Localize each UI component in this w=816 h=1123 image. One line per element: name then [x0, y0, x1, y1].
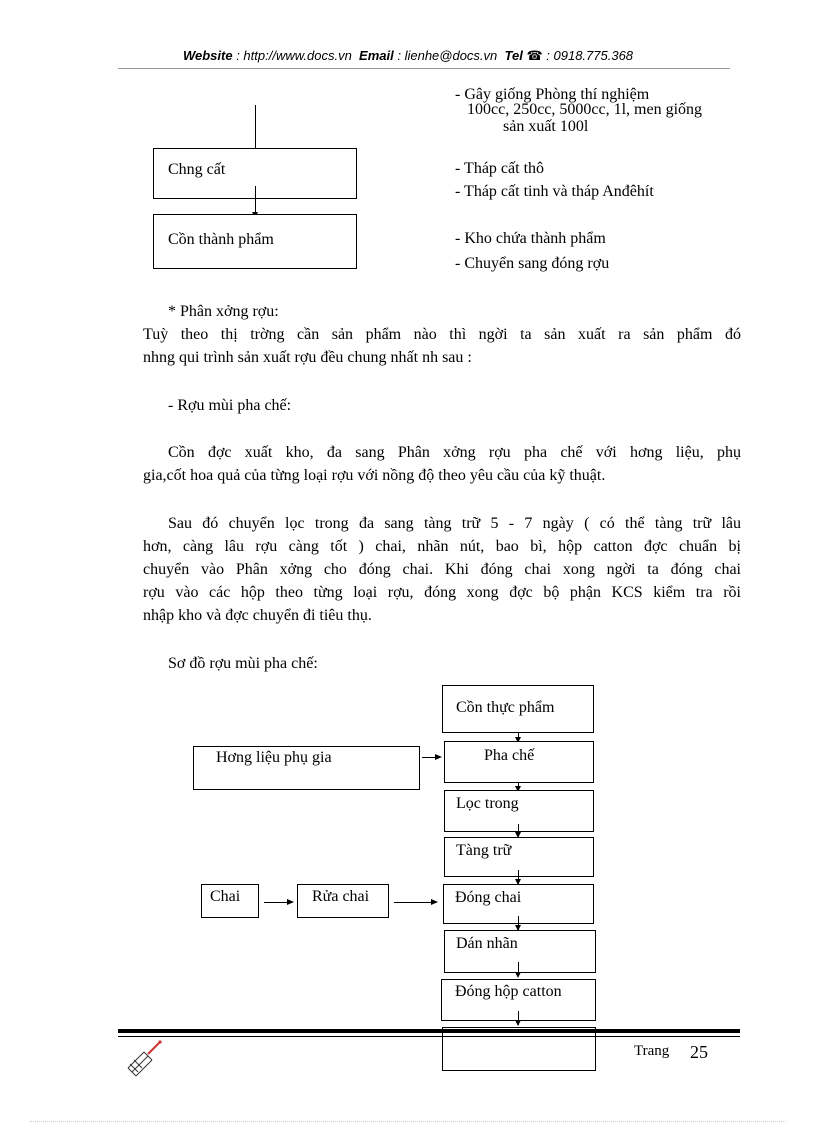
tel-label: Tel — [504, 48, 523, 63]
paragraph-1-line-1: Tuỳ theo thị trờng cần sản phẩm nào thì ngời ta sản xuất ra sản phẩm đó — [143, 326, 741, 343]
flow-box-dan-nhan — [444, 930, 596, 973]
note-1-line-1: - Gây giống Phòng thí nghiệm — [455, 86, 650, 103]
footer-rule-thick — [118, 1029, 740, 1033]
flow-label-dong-chai: Đóng chai — [455, 889, 522, 906]
note-1-line-3: sản xuất 100l — [503, 118, 589, 135]
phone-icon: ☎ — [526, 48, 543, 63]
arrow-right-icon — [431, 899, 438, 905]
flow-box-rua-chai — [297, 884, 389, 918]
arrow-right-icon — [435, 754, 442, 760]
note-1-line-2: 100cc, 250cc, 5000cc, 1l, men giống — [467, 101, 703, 118]
flow-box-tang-tru — [444, 837, 594, 877]
note-3: - Tháp cất tinh và tháp Anđêhít — [455, 183, 654, 200]
note-4: - Kho chứa thành phẩm — [455, 230, 606, 247]
arrow-right-icon — [287, 899, 294, 905]
distillation-label: Chng cất — [168, 161, 226, 178]
paragraph-3-line-1: Sau đó chuyển lọc trong đa sang tàng trữ 5 - 7 ngày ( có thể tàng trữ lâu — [168, 515, 741, 532]
flow-box-huong-lieu — [193, 746, 420, 790]
paragraph-3-line-2: hơn, càng lâu rợu càng tốt ) chai, nhãn nút, bao bì, hộp catton đợc chuẩn bị — [143, 538, 741, 555]
header-rule — [118, 68, 730, 69]
flow-label-dong-hop-catton: Đóng hộp catton — [455, 983, 562, 1000]
flow-box-loc-trong — [444, 790, 594, 832]
paragraph-3-line-5: nhập kho và đợc chuyển đi tiêu thụ. — [143, 607, 372, 624]
tel-value: : 0918.775.368 — [546, 48, 634, 63]
paragraph-2-line-2: gia,cốt hoa quả của từng loại rợu với nồng độ theo yêu cầu của kỹ thuật. — [143, 467, 606, 484]
flow-label-chai: Chai — [210, 888, 241, 905]
arrow-down-icon — [515, 972, 521, 978]
note-5: - Chuyển sang đóng rợu — [455, 255, 610, 272]
flow-connector-horizontal — [264, 902, 288, 903]
paragraph-2-line-1: Cồn đợc xuất kho, đa sang Phân xởng rợu pha chế với hơng liệu, phụ — [168, 444, 741, 461]
website-label: Website — [182, 48, 233, 63]
website-url[interactable]: : http://www.docs.vn — [236, 48, 352, 63]
email-label: Email — [359, 48, 394, 63]
diagram-title: Sơ đồ rợu mùi pha chế: — [168, 655, 318, 672]
flow-label-loc-trong: Lọc trong — [456, 795, 519, 812]
pen-and-paper-icon — [122, 1038, 166, 1082]
flow-label-pha-che: Pha chế — [484, 747, 535, 764]
flow-box-con-thuc-pham — [442, 685, 594, 733]
flow-box-chai — [201, 884, 259, 918]
arrow-down-icon — [515, 1020, 521, 1026]
flow-box-empty — [442, 1027, 596, 1071]
flow-label-tang-tru: Tàng trữ — [456, 842, 512, 859]
paragraph-3-line-3: chuyển vào Phân xởng cho đóng chai. Khi đóng chai xong ngời ta đóng chai — [143, 561, 741, 578]
section-heading: * Phân xởng rợu: — [168, 303, 279, 320]
page-bottom-edge — [30, 1121, 786, 1122]
page-number: 25 — [690, 1042, 708, 1062]
note-2: - Tháp cất thô — [455, 160, 545, 177]
flow-box-pha-che — [444, 741, 594, 783]
flow-label-huong-lieu: Hơng liệu phụ gia — [216, 749, 332, 766]
finished-alcohol-box — [153, 214, 357, 269]
email-value[interactable]: : lienhe@docs.vn — [397, 48, 498, 63]
page-label: Trang — [634, 1043, 670, 1059]
flow-label-dan-nhan: Dán nhãn — [456, 935, 518, 952]
footer-rule-thin — [118, 1036, 740, 1037]
paragraph-3-line-4: rợu vào các hộp theo từng loại rợu, đóng xong đợc bộ phận KCS kiểm tra rồi — [143, 584, 741, 601]
paragraph-1-line-2: nhng qui trình sản xuất rợu đều chung nhất nh sau : — [143, 349, 472, 366]
finished-alcohol-label: Cồn thành phẩm — [168, 231, 274, 248]
flow-connector-horizontal — [394, 902, 432, 903]
flow-connector-horizontal — [422, 757, 436, 758]
flow-label-con-thuc-pham: Cồn thực phẩm — [456, 699, 555, 716]
sub-heading: - Rợu mùi pha chế: — [168, 397, 292, 414]
page-header — [0, 48, 816, 64]
flow-label-rua-chai: Rửa chai — [312, 888, 370, 905]
